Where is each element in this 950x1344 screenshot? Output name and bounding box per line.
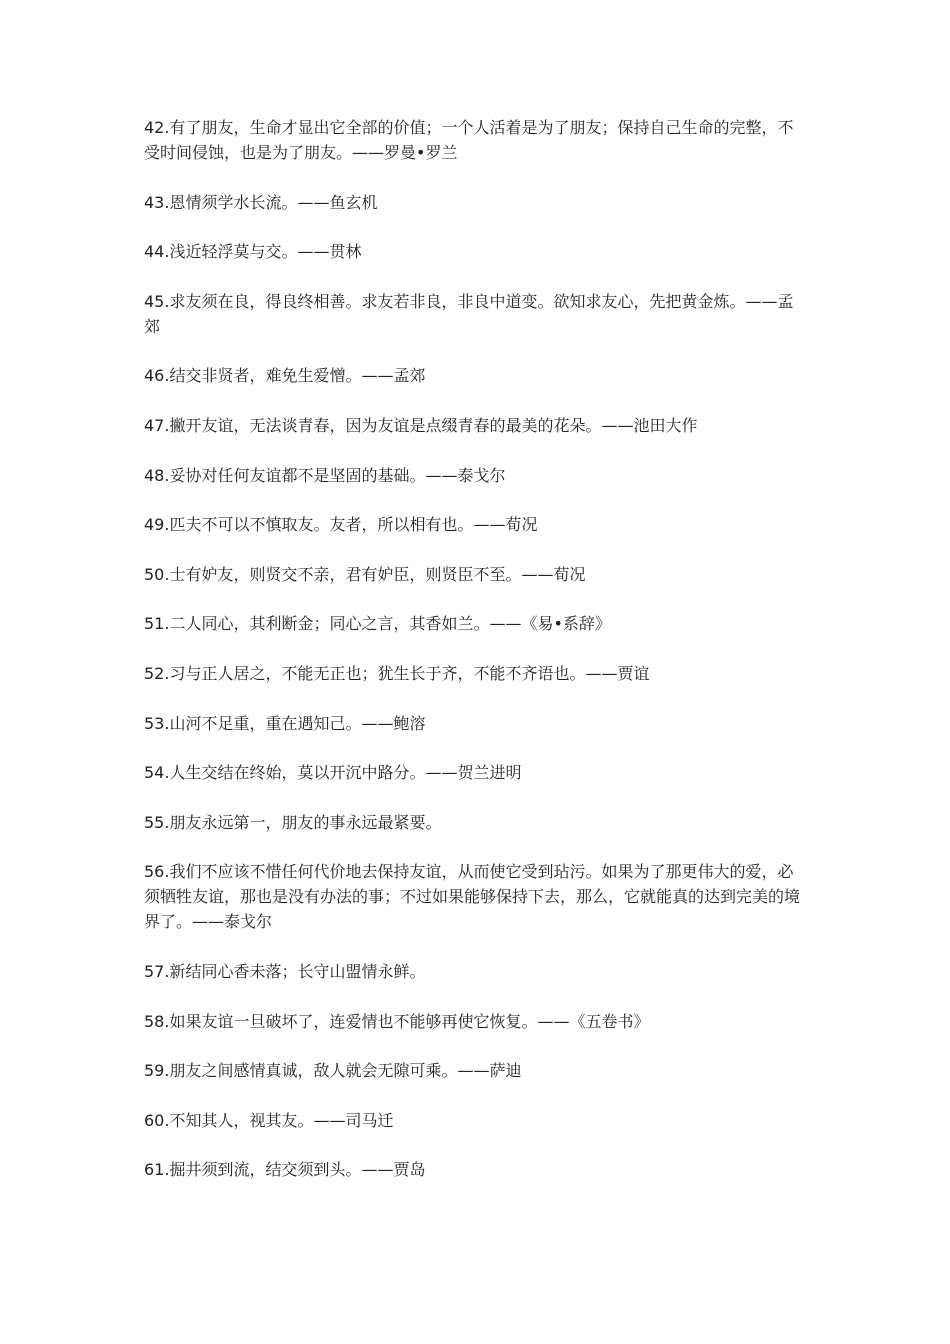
quote-55: 55.朋友永远第一，朋友的事永远最紧要。 (144, 812, 442, 832)
quote-44: 44.浅近轻浮莫与交。——贯林 (144, 242, 362, 262)
quote-52: 52.习与正人居之，不能无正也；犹生长于齐，不能不齐语也。——贾谊 (144, 663, 650, 683)
quote-56: 56.我们不应该不惜任何代价地去保持友谊，从而使它受到玷污。如果为了那更伟大的爱，必须牺牲友谊，那也是没有办法的事；不过如果能够保持下去，那么，它就能真的达到完美的境界了。——泰戈尔 (144, 862, 801, 932)
quote-48: 48.妥协对任何友谊都不是坚固的基础。——泰戈尔 (144, 465, 506, 485)
quote-60: 60.不知其人，视其友。——司马迁 (144, 1110, 394, 1130)
quote-47: 47.撇开友谊，无法谈青春，因为友谊是点缀青春的最美的花朵。——池田大作 (144, 415, 698, 435)
quote-49: 49.匹夫不可以不慎取友。友者，所以相有也。——荀况 (144, 515, 538, 535)
quote-50: 50.士有妒友，则贤交不亲，君有妒臣，则贤臣不至。——荀况 (144, 564, 586, 584)
quote-59: 59.朋友之间感情真诚，敌人就会无隙可乘。——萨迪 (144, 1061, 522, 1081)
quote-list (144, 115, 809, 1207)
quote-51: 51.二人同心，其利断金；同心之言，其香如兰。——《易•系辞》 (144, 614, 611, 634)
quote-46: 46.结交非贤者，难免生爱憎。——孟郊 (144, 366, 426, 386)
quote-43: 43.恩情须学水长流。——鱼玄机 (144, 192, 378, 212)
quote-61: 61.掘井须到流，结交须到头。——贾岛 (144, 1160, 426, 1180)
quote-58: 58.如果友谊一旦破坏了，连爱情也不能够再使它恢复。——《五卷书》 (144, 1011, 650, 1031)
quote-54: 54.人生交结在终始，莫以开沉中路分。——贺兰进明 (144, 763, 522, 783)
quote-42: 42.有了朋友，生命才显出它全部的价值；一个人活着是为了朋友；保持自己生命的完整，不受时间侵蚀，也是为了朋友。——罗曼•罗兰 (144, 118, 794, 162)
quote-45: 45.求友须在良，得良终相善。求友若非良，非良中道变。欲知求友心，先把黄金炼。——孟郊 (144, 291, 794, 336)
quote-57: 57.新结同心香未落；长守山盟情永鲜。 (144, 961, 426, 981)
quote-53: 53.山河不足重，重在遇知己。——鲍溶 (144, 713, 426, 733)
